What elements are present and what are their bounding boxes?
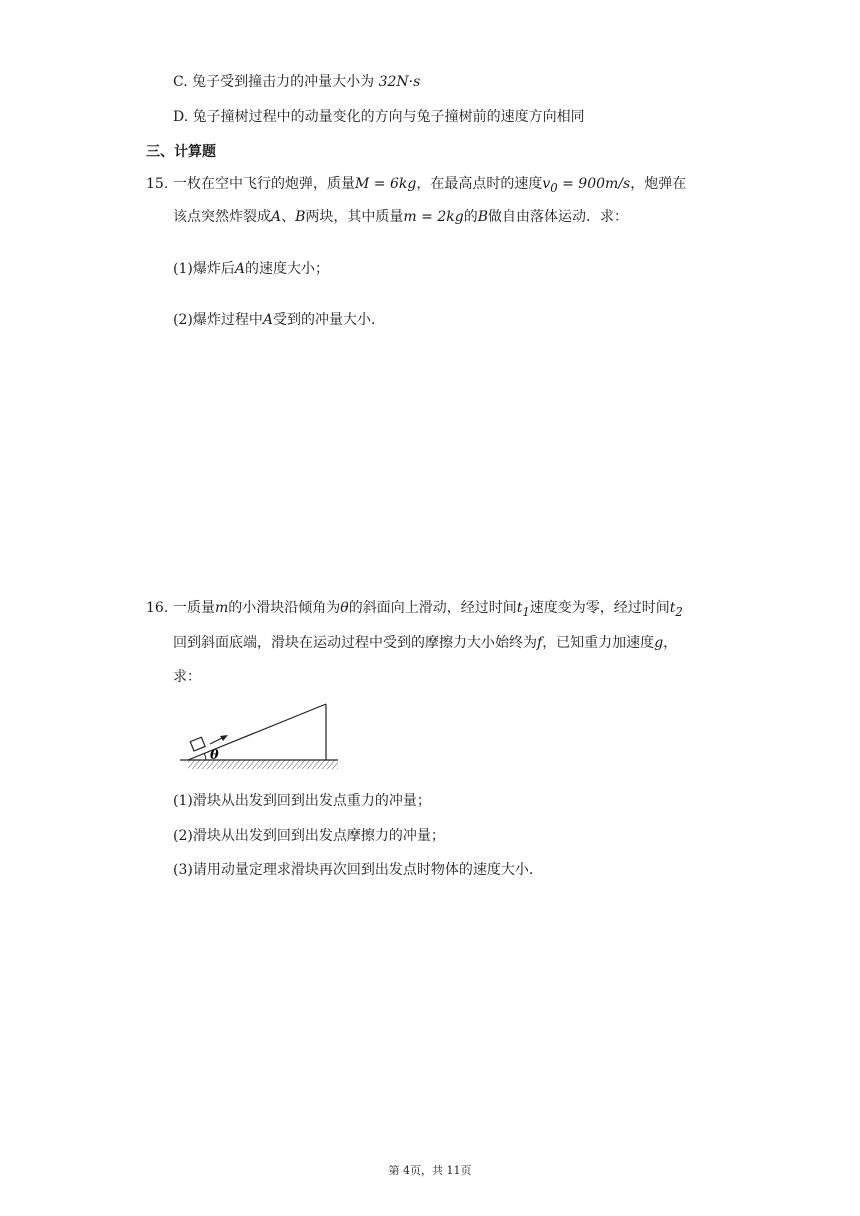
q16-math-f: f xyxy=(537,635,543,651)
q16-number: 16. xyxy=(146,600,169,616)
option-c-label: C. xyxy=(173,74,188,90)
q15-text: 该点突然炸裂成 xyxy=(173,209,271,225)
q16-math-m: m xyxy=(215,600,229,616)
q15-text: 的 xyxy=(463,209,478,225)
q16-text: ，已知重力加速度 xyxy=(542,635,655,651)
q15-sub2-text: 受到的冲量大小． xyxy=(272,312,385,328)
option-d xyxy=(173,107,585,127)
q16-math-sub: 2 xyxy=(675,604,683,619)
q16-math-theta: θ xyxy=(340,600,349,616)
q16-line1 xyxy=(173,598,683,622)
q16-math-g: g xyxy=(654,635,664,651)
q15-math-m: m = 2kg xyxy=(403,209,464,225)
q15-sub1-text: (1)爆炸后 xyxy=(173,261,235,277)
q15-number: 15. xyxy=(146,176,169,192)
q15-sub2-text: (2)爆炸过程中 xyxy=(173,312,263,328)
q16-text: 的小滑块沿倾角为 xyxy=(228,600,341,616)
q15-math-mass: M = 6kg xyxy=(355,176,417,192)
q16-text: ， xyxy=(663,635,678,651)
q16-text: 的斜面向上滑动，经过时间 xyxy=(348,600,517,616)
q15-line2 xyxy=(173,207,628,227)
q15-math-sub: 0 xyxy=(550,180,558,195)
q15-text: 、 xyxy=(281,209,296,225)
q15-text: 两块，其中质量 xyxy=(305,209,404,225)
q15-text: 一枚在空中飞行的炮弹，质量 xyxy=(173,176,355,192)
incline-surface xyxy=(188,704,326,760)
option-c-math: 32N·s xyxy=(378,74,421,90)
q15-sub1-text: 的速度大小； xyxy=(244,261,329,277)
q15-sub1 xyxy=(173,259,329,279)
q16-line2 xyxy=(173,633,677,653)
q15-math-velocity: v xyxy=(542,176,551,192)
q16-text: 回到斜面底端，滑块在运动过程中受到的摩擦力大小始终为 xyxy=(173,635,537,651)
block xyxy=(190,737,205,751)
q16-math-sub: 1 xyxy=(522,604,530,619)
q15-text: ，在最高点时的速度 xyxy=(416,176,543,192)
angle-arc xyxy=(204,753,206,760)
incline-figure xyxy=(180,700,360,780)
q15-sub2-math: A xyxy=(262,312,273,328)
option-d-label: D. xyxy=(173,109,189,125)
q16-text: 速度变为零，经过时间 xyxy=(529,600,670,616)
q16-text: 一质量 xyxy=(173,600,215,616)
q15-math-b2: B xyxy=(477,209,488,225)
q15-text: ，炮弹在 xyxy=(630,176,687,192)
q15-math-b: B xyxy=(295,209,306,225)
q16-sub2: (2)滑块从出发到回到出发点摩擦力的冲量； xyxy=(173,828,445,844)
q16-sub1: (1)滑块从出发到回到出发点重力的冲量； xyxy=(173,793,431,809)
q15-line1 xyxy=(173,174,686,198)
q15-math-a: A xyxy=(271,209,282,225)
q15-sub2 xyxy=(173,310,385,330)
angle-label: θ xyxy=(210,748,219,763)
option-d-text: 兔子撞树过程中的动量变化的方向与兔子撞树前的速度方向相同 xyxy=(192,109,585,125)
q16-sub3: (3)请用动量定理求滑块再次回到出发点时物体的速度大小． xyxy=(173,862,543,878)
q15-math-velocity-value: = 900m/s xyxy=(557,176,631,192)
page-footer: 第 4页，共 11页 xyxy=(388,1164,472,1177)
q15-sub1-math: A xyxy=(234,261,245,277)
section-title: 三、计算题 xyxy=(146,144,216,160)
option-c xyxy=(173,72,420,92)
q15-text: 做自由落体运动．求： xyxy=(487,209,628,225)
option-c-text: 兔子受到撞击力的冲量大小为 xyxy=(192,74,375,90)
q16-math-t2: t xyxy=(669,600,676,616)
q16-line3: 求： xyxy=(173,669,201,685)
q16-math-t1: t xyxy=(516,600,523,616)
